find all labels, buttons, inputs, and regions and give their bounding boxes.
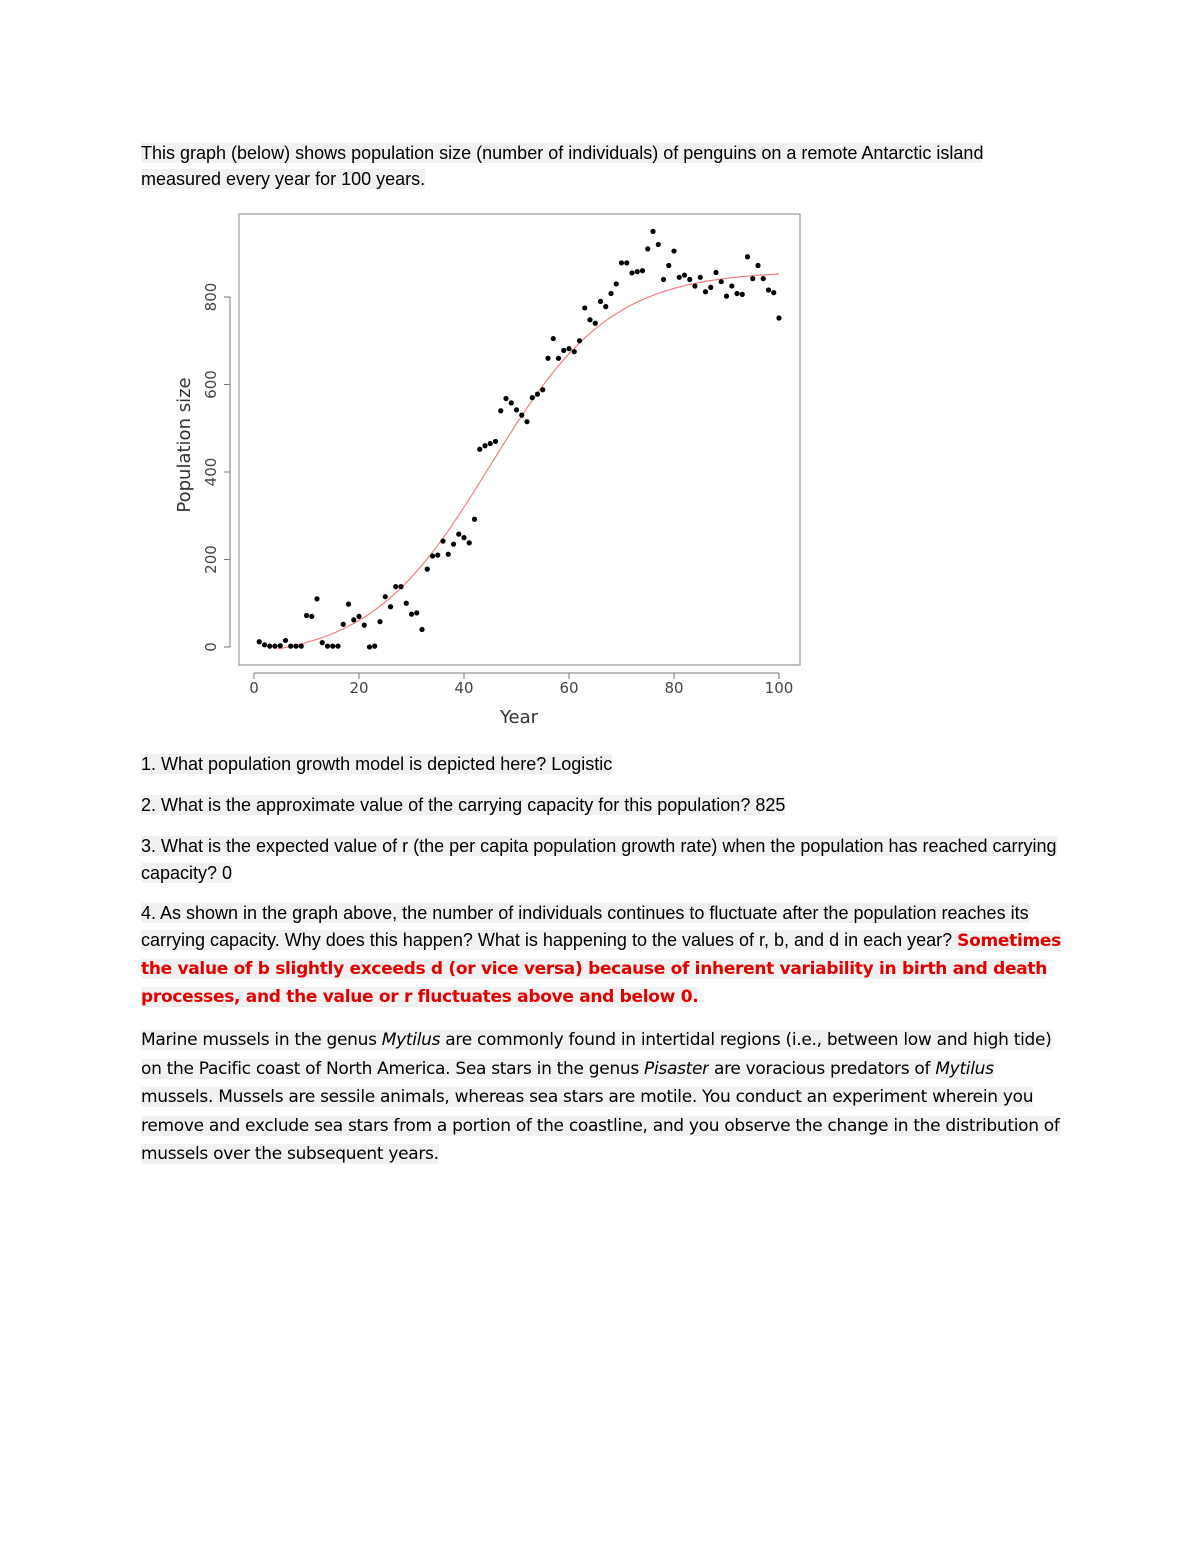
data-point	[398, 584, 403, 589]
data-point	[377, 619, 382, 624]
data-point	[493, 439, 498, 444]
data-point	[272, 644, 277, 649]
data-point	[682, 273, 687, 278]
data-point	[640, 268, 645, 273]
data-point	[509, 400, 514, 405]
question-2	[141, 792, 1061, 819]
data-point	[561, 348, 566, 353]
data-point	[335, 644, 340, 649]
data-point	[535, 392, 540, 397]
data-points	[257, 229, 782, 650]
data-point	[708, 285, 713, 290]
data-point	[362, 623, 367, 628]
data-point	[719, 279, 724, 284]
data-point	[388, 604, 393, 609]
mussel-text-1: Marine mussels in the genus	[141, 1030, 382, 1050]
data-point	[293, 644, 298, 649]
data-point	[740, 292, 745, 297]
data-point	[734, 291, 739, 296]
data-point	[346, 602, 351, 607]
data-point	[351, 617, 356, 622]
population-chart	[160, 205, 820, 745]
data-point	[404, 601, 409, 606]
data-point	[488, 441, 493, 446]
x-tick-label: 100	[764, 679, 794, 697]
data-point	[446, 552, 451, 557]
data-point	[703, 289, 708, 294]
data-point	[698, 275, 703, 280]
data-point	[614, 281, 619, 286]
data-point	[430, 553, 435, 558]
data-point	[593, 321, 598, 326]
data-point	[745, 254, 750, 259]
data-point	[677, 275, 682, 280]
data-point	[650, 229, 655, 234]
data-point	[666, 263, 671, 268]
data-point	[435, 553, 440, 558]
data-point	[309, 614, 314, 619]
logistic-fit-curve	[278, 274, 779, 649]
data-point	[503, 396, 508, 401]
y-tick-label: 400	[202, 457, 220, 487]
data-point	[341, 622, 346, 627]
data-point	[692, 283, 697, 288]
data-point	[556, 356, 561, 361]
y-axis	[202, 283, 230, 652]
data-point	[519, 413, 524, 418]
data-point	[262, 642, 267, 647]
y-tick-label: 200	[202, 545, 220, 574]
data-point	[477, 447, 482, 452]
data-point	[330, 644, 335, 649]
data-point	[619, 260, 624, 265]
data-point	[750, 276, 755, 281]
data-point	[587, 317, 592, 322]
data-point	[582, 305, 587, 310]
intro-text: This graph (below) shows population size (number of individuals) of penguins on a remote Antarctic island measured every year for 100 years.	[141, 143, 984, 189]
data-point	[414, 610, 419, 615]
data-point	[776, 315, 781, 320]
x-tick-label: 60	[559, 679, 579, 697]
data-point	[729, 283, 734, 288]
data-point	[761, 276, 766, 281]
x-axis-label: Year	[499, 707, 539, 728]
data-point	[440, 539, 445, 544]
x-tick-label: 0	[249, 679, 259, 697]
data-point	[461, 535, 466, 540]
x-tick-label: 20	[349, 679, 369, 697]
data-point	[540, 387, 545, 392]
data-point	[603, 304, 608, 309]
data-point	[288, 644, 293, 649]
data-point	[566, 346, 571, 351]
data-point	[514, 407, 519, 412]
data-point	[304, 613, 309, 618]
data-point	[409, 612, 414, 617]
data-point	[456, 532, 461, 537]
plot-frame	[239, 214, 800, 665]
mussel-text-2: are commonly found in intertidal regions (i.e., between low and high tide) on the Pacific coast of North America. Sea stars in the genus	[141, 1030, 1052, 1079]
data-point	[645, 246, 650, 251]
data-point	[356, 614, 361, 619]
question-4-answer: Sometimes the value of b slightly exceeds d (or vice versa) because of inherent variability in birth and death processes, and the value or r fluctuates above and below 0.	[141, 931, 1061, 1007]
data-point	[524, 419, 529, 424]
genus-mytilus-2: Mytilus	[935, 1058, 994, 1079]
question-3	[141, 833, 1061, 887]
data-point	[299, 644, 304, 649]
mussel-paragraph	[141, 1026, 1061, 1169]
data-point	[372, 644, 377, 649]
data-point	[451, 542, 456, 547]
x-axis	[249, 673, 793, 697]
question-4-text: 4. As shown in the graph above, the number of individuals continues to fluctuate after the population reaches its carrying capacity. Why does this happen? What is happening to the values of r, b, and d in each year?	[141, 903, 1029, 950]
data-point	[367, 644, 372, 649]
data-point	[425, 567, 430, 572]
data-point	[713, 270, 718, 275]
data-point	[383, 594, 388, 599]
data-point	[608, 291, 613, 296]
question-1	[141, 751, 1061, 778]
data-point	[766, 287, 771, 292]
x-tick-label: 40	[454, 679, 474, 697]
question-2-text: 2. What is the approximate value of the carrying capacity for this population? 825	[141, 795, 786, 815]
data-point	[472, 517, 477, 522]
data-point	[530, 395, 535, 400]
data-point	[624, 260, 629, 265]
data-point	[724, 294, 729, 299]
data-point	[278, 643, 283, 648]
data-point	[635, 269, 640, 274]
data-point	[498, 408, 503, 413]
data-point	[656, 242, 661, 247]
mussel-text-3: are voracious predators of	[708, 1058, 936, 1079]
data-point	[257, 639, 262, 644]
data-point	[482, 443, 487, 448]
intro-paragraph	[141, 140, 1061, 192]
genus-mytilus: Mytilus	[381, 1030, 441, 1050]
data-point	[283, 638, 288, 643]
x-tick-label: 80	[664, 679, 684, 697]
genus-pisaster: Pisaster	[644, 1058, 709, 1079]
mussel-text-4: mussels. Mussels are sessile animals, whereas sea stars are motile. You conduct an experiment wherein you remove and exclude sea stars from a portion of the coastline, and you observe the change in the distribution of mussels over the subsequent years.	[141, 1087, 1060, 1164]
data-point	[771, 290, 776, 295]
data-point	[545, 356, 550, 361]
data-point	[661, 277, 666, 282]
y-tick-label: 800	[202, 282, 220, 312]
data-point	[577, 338, 582, 343]
data-point	[629, 270, 634, 275]
y-tick-label: 0	[202, 642, 220, 652]
data-point	[551, 336, 556, 341]
y-tick-label: 600	[202, 370, 220, 399]
data-point	[467, 540, 472, 545]
data-point	[687, 277, 692, 282]
data-point	[755, 263, 760, 268]
y-axis-label: Population size	[174, 377, 195, 513]
data-point	[572, 349, 577, 354]
data-point	[393, 584, 398, 589]
data-point	[314, 596, 319, 601]
data-point	[419, 627, 424, 632]
question-4	[141, 900, 1061, 1011]
question-1-text: 1. What population growth model is depicted here? Logistic	[141, 754, 613, 774]
data-point	[320, 640, 325, 645]
question-3-text: 3. What is the expected value of r (the per capita population growth rate) when the population has reached carrying capacity? 0	[141, 836, 1057, 883]
data-point	[598, 299, 603, 304]
data-point	[267, 644, 272, 649]
data-point	[671, 248, 676, 253]
data-point	[325, 644, 330, 649]
